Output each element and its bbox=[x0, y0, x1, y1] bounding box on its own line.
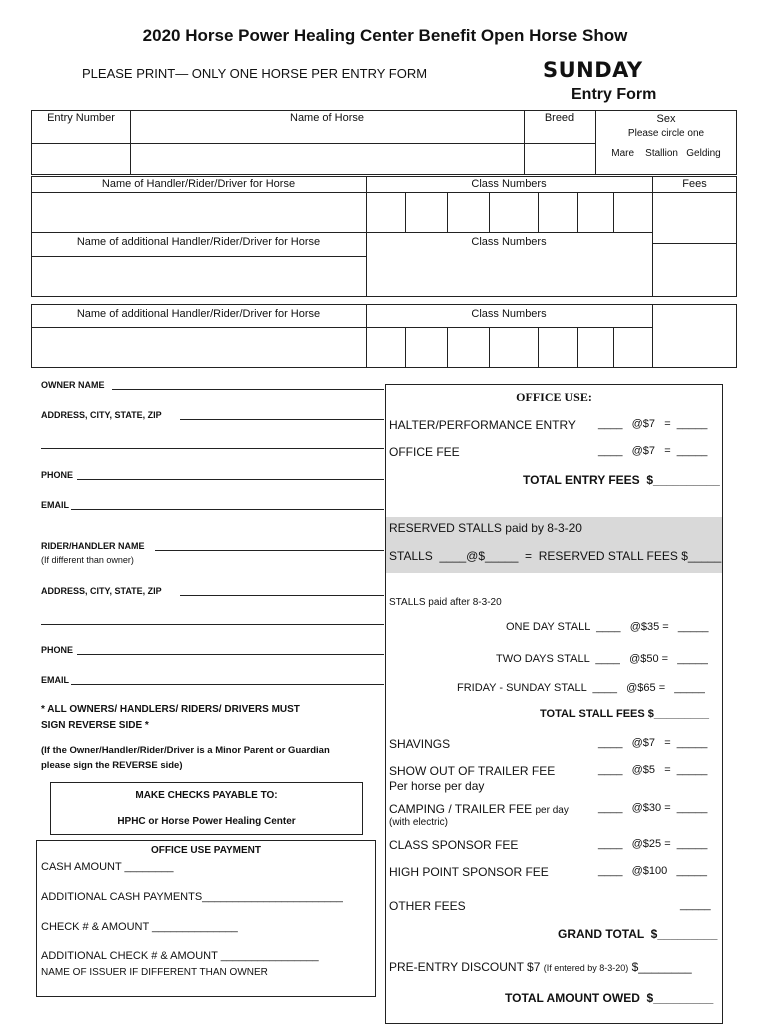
reserved-stalls-line: STALLS ____@$_____ = RESERVED STALL FEES $_____ bbox=[389, 549, 722, 563]
divider bbox=[447, 192, 448, 232]
owner-name-field[interactable] bbox=[112, 389, 384, 390]
check-amount: CHECK # & AMOUNT ______________ bbox=[41, 921, 238, 933]
address-label: ADDRESS, CITY, STATE, ZIP bbox=[41, 410, 162, 420]
halter-entry-fee: ____ @$7 = _____ bbox=[598, 418, 708, 430]
rider-name-field[interactable] bbox=[155, 550, 384, 551]
divider bbox=[489, 192, 490, 232]
sex-options: Mare Stallion Gelding bbox=[611, 148, 721, 159]
divider bbox=[366, 327, 652, 328]
sex-note: Please circle one bbox=[627, 128, 705, 139]
phone-label-2: PHONE bbox=[41, 645, 74, 655]
additional-check: ADDITIONAL CHECK # & AMOUNT ________________ bbox=[41, 950, 319, 962]
office-payment-title: OFFICE USE PAYMENT bbox=[150, 845, 261, 856]
office-fee-value: ____ @$7 = _____ bbox=[598, 445, 708, 457]
breed-label: Breed bbox=[544, 112, 575, 124]
class-sponsor-label: CLASS SPONSOR FEE bbox=[389, 838, 519, 852]
additional-cash: ADDITIONAL CASH PAYMENTS_______________________ bbox=[41, 891, 343, 903]
divider bbox=[489, 327, 490, 368]
form-name: Entry Form bbox=[571, 86, 657, 103]
issuer-name: NAME OF ISSUER IF DIFFERENT THAN OWNER bbox=[41, 967, 268, 978]
address-field[interactable] bbox=[180, 419, 384, 420]
phone-label: PHONE bbox=[41, 470, 74, 480]
horse-name-label: Name of Horse bbox=[290, 112, 364, 124]
notice-line-1: * ALL OWNERS/ HANDLERS/ RIDERS/ DRIVERS MUST bbox=[41, 704, 300, 715]
address-field-2-line2[interactable] bbox=[41, 624, 384, 625]
entry-number-label: Entry Number bbox=[47, 112, 115, 124]
entry-number-field[interactable] bbox=[31, 143, 130, 175]
office-use-title: OFFICE USE: bbox=[516, 390, 592, 404]
divider bbox=[405, 192, 406, 232]
class-numbers-label: Class Numbers bbox=[471, 308, 547, 320]
shavings-value: ____ @$7 = _____ bbox=[598, 737, 708, 749]
rider-note: (If different than owner) bbox=[41, 555, 134, 565]
camping-per-day: per day bbox=[535, 805, 569, 816]
grand-total: GRAND TOTAL $_________ bbox=[558, 927, 718, 941]
horse-name-field[interactable] bbox=[130, 143, 524, 175]
reserved-stalls-label: RESERVED STALLS paid by 8-3-20 bbox=[389, 521, 582, 535]
stalls-after-label: STALLS paid after 8-3-20 bbox=[389, 597, 502, 608]
email-label-2: EMAIL bbox=[41, 675, 69, 685]
day-label: SUNDAY bbox=[543, 58, 643, 82]
high-point-label: HIGH POINT SPONSOR FEE bbox=[389, 865, 549, 879]
class-sponsor-value: ____ @$25 = _____ bbox=[598, 838, 708, 850]
show-out-note: Per horse per day bbox=[389, 779, 485, 793]
phone-field[interactable] bbox=[77, 479, 384, 480]
office-fee-label: OFFICE FEE bbox=[389, 445, 460, 459]
checks-payable-line-1: MAKE CHECKS PAYABLE TO: bbox=[135, 790, 278, 801]
minor-line-1: (If the Owner/Handler/Rider/Driver is a Minor Parent or Guardian bbox=[41, 745, 330, 756]
total-amount-owed: TOTAL AMOUNT OWED $_________ bbox=[505, 991, 714, 1005]
divider bbox=[652, 176, 653, 297]
address-field-2[interactable] bbox=[180, 595, 384, 596]
total-stall-fees: TOTAL STALL FEES $_________ bbox=[540, 708, 709, 720]
divider bbox=[31, 232, 652, 233]
pre-entry-note: (If entered by 8-3-20) bbox=[543, 963, 629, 973]
sex-label: Sex bbox=[656, 113, 676, 125]
additional-handler-field-2[interactable] bbox=[31, 327, 366, 368]
shavings-label: SHAVINGS bbox=[389, 737, 451, 751]
class-numbers-label: Class Numbers bbox=[471, 178, 547, 190]
page-subtitle: PLEASE PRINT— ONLY ONE HORSE PER ENTRY FORM bbox=[82, 66, 428, 81]
phone-field-2[interactable] bbox=[77, 654, 384, 655]
divider bbox=[613, 327, 614, 368]
one-day-stall: ONE DAY STALL ____ @$35 = _____ bbox=[506, 621, 709, 633]
camping-label-text: CAMPING / TRAILER FEE bbox=[389, 802, 533, 816]
friday-sunday-stall: FRIDAY - SUNDAY STALL ____ @$65 = _____ bbox=[457, 682, 705, 694]
other-fees-value: _____ bbox=[680, 899, 711, 911]
divider bbox=[577, 192, 578, 232]
camping-note: (with electric) bbox=[389, 817, 448, 828]
divider bbox=[652, 304, 653, 368]
pre-entry-discount bbox=[389, 960, 692, 974]
divider bbox=[405, 327, 406, 368]
email-field[interactable] bbox=[71, 509, 384, 510]
show-out-label: SHOW OUT OF TRAILER FEE bbox=[389, 764, 556, 778]
office-payment-box bbox=[36, 840, 376, 997]
camping-label bbox=[389, 802, 569, 816]
show-out-value: ____ @$5 = _____ bbox=[598, 764, 708, 776]
other-fees-label: OTHER FEES bbox=[389, 899, 466, 913]
address-label-2: ADDRESS, CITY, STATE, ZIP bbox=[41, 586, 162, 596]
pre-entry-label: PRE-ENTRY DISCOUNT $7 bbox=[389, 960, 541, 974]
minor-line-2: please sign the REVERSE side) bbox=[41, 760, 183, 771]
additional-handler-field[interactable] bbox=[31, 256, 366, 297]
two-days-stall: TWO DAYS STALL ____ @$50 = _____ bbox=[496, 653, 708, 665]
handler-label: Name of Handler/Rider/Driver for Horse bbox=[101, 178, 296, 190]
divider bbox=[652, 243, 737, 244]
pre-entry-value: $________ bbox=[631, 960, 692, 974]
page-title: 2020 Horse Power Healing Center Benefit Open Horse Show bbox=[142, 26, 628, 45]
divider bbox=[447, 327, 448, 368]
total-entry-fees: TOTAL ENTRY FEES $__________ bbox=[523, 473, 720, 487]
notice-line-2: SIGN REVERSE SIDE * bbox=[41, 720, 149, 731]
additional-handler-label-2: Name of additional Handler/Rider/Driver for Horse bbox=[76, 308, 321, 320]
divider bbox=[538, 192, 539, 232]
high-point-value: ____ @$100 _____ bbox=[598, 865, 708, 877]
camping-value: ____ @$30 = _____ bbox=[598, 802, 708, 814]
checks-payable-box bbox=[50, 782, 363, 835]
handler-name-field[interactable] bbox=[31, 192, 366, 232]
divider bbox=[577, 327, 578, 368]
divider bbox=[613, 192, 614, 232]
address-field-line2[interactable] bbox=[41, 448, 384, 449]
rider-name-label: RIDER/HANDLER NAME bbox=[41, 541, 145, 551]
cash-amount: CASH AMOUNT ________ bbox=[41, 861, 174, 873]
fees-label: Fees bbox=[682, 178, 707, 190]
checks-payable-line-2: HPHC or Horse Power Healing Center bbox=[117, 816, 296, 827]
divider bbox=[538, 327, 539, 368]
additional-handler-label: Name of additional Handler/Rider/Driver for Horse bbox=[76, 236, 321, 248]
email-label: EMAIL bbox=[41, 500, 69, 510]
owner-name-label: OWNER NAME bbox=[41, 380, 105, 390]
halter-entry-label: HALTER/PERFORMANCE ENTRY bbox=[389, 418, 576, 432]
email-field-2[interactable] bbox=[71, 684, 384, 685]
class-numbers-label: Class Numbers bbox=[471, 236, 547, 248]
breed-field[interactable] bbox=[524, 143, 595, 175]
